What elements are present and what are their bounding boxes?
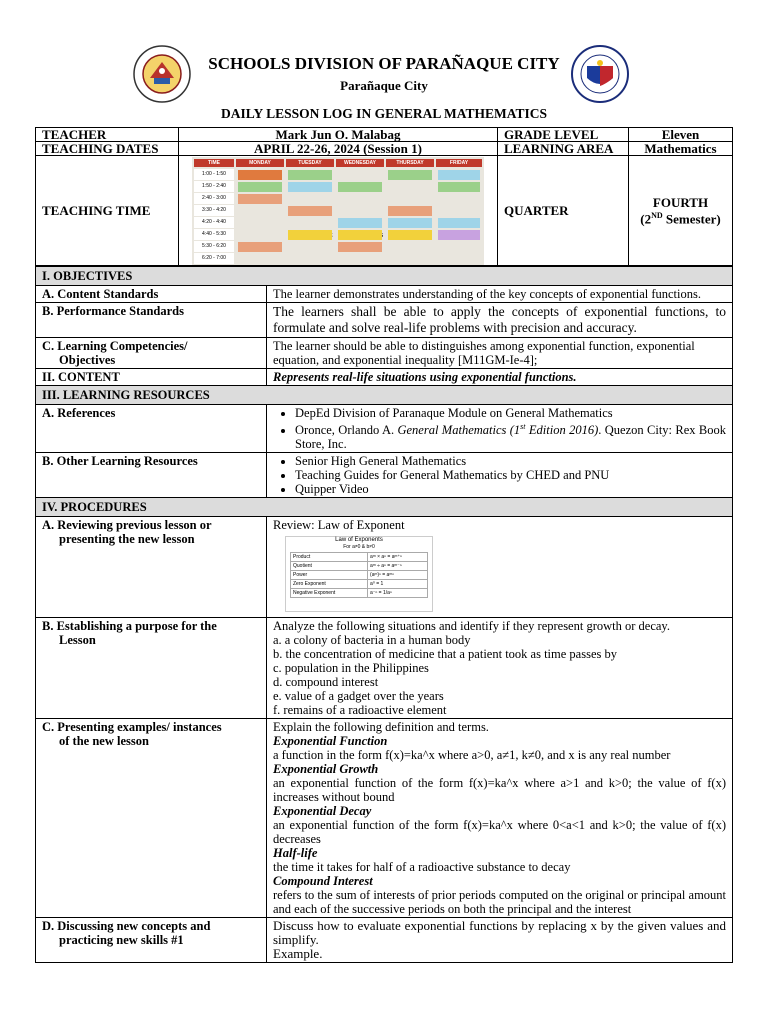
- lesson-info-table: [35, 127, 733, 266]
- lesson-log-table: [35, 266, 733, 963]
- schedule-class-block: [338, 218, 382, 228]
- law-rule-name: Quotient: [291, 562, 368, 571]
- purpose-intro: Analyze the following situations and identify if they represent growth or decay.: [273, 619, 670, 634]
- grade-label: GRADE LEVEL: [498, 128, 629, 142]
- procedures-section: IV. PROCEDURES: [36, 498, 733, 517]
- area-label: LEARNING AREA: [498, 142, 629, 156]
- term-title: Exponential Function: [273, 734, 388, 749]
- law-rule-formula: aᵐ ÷ aⁿ = aᵐ⁻ⁿ: [368, 562, 428, 571]
- competencies-text: The learner should be able to distinguishes among exponential function, exponential equation, and exponential inequality [M11GM-Ie-4];: [267, 338, 733, 369]
- schedule-class-block: [238, 194, 282, 204]
- law-rule-name: Negative Exponent: [291, 589, 368, 598]
- deped-seal-logo: [570, 44, 630, 104]
- schedule-class-block: [288, 230, 332, 240]
- objectives-section: I. OBJECTIVES: [36, 267, 733, 286]
- discussing-label: [36, 918, 267, 963]
- schedule-time-cell: 1:50 - 2:40: [194, 181, 234, 192]
- reviewing-content: [267, 517, 733, 618]
- schedule-time-cell: 4:40 - 5:30: [194, 229, 234, 240]
- schedule-time-cell: 6:20 - 7:00: [194, 253, 234, 264]
- city-subtitle: Parañaque City: [340, 78, 428, 93]
- discussing-text: Discuss how to evaluate exponential functions by replacing x by the given values and simplify.: [273, 918, 726, 948]
- ref2-publisher: . Quezon City: Rex Book Store, Inc.: [295, 423, 726, 452]
- schedule-class-block: [438, 230, 480, 240]
- ref2-title: General Mathematics (1: [397, 423, 521, 438]
- schedule-class-block: [388, 206, 432, 216]
- schedule-time-cell: 2:40 - 3:00: [194, 193, 234, 204]
- law-title: Law of Exponents: [335, 537, 383, 544]
- class-schedule-image: [192, 157, 484, 265]
- purpose-label-line1: B. Establishing a purpose for the: [42, 619, 217, 634]
- situation-item: d. compound interest: [273, 675, 379, 690]
- schedule-class-block: [338, 230, 382, 240]
- performance-standards-text: The learners shall be able to apply the concepts of exponential functions, to formulate and solve real-life problems with precision and accuracy.: [267, 303, 733, 338]
- ref2-sup: st: [520, 422, 526, 431]
- schedule-class-block: [438, 218, 480, 228]
- schedule-class-block: [288, 182, 332, 192]
- ref2-author: Oronce, Orlando A.: [295, 423, 398, 438]
- document-title: DAILY LESSON LOG IN GENERAL MATHEMATICS: [221, 106, 547, 121]
- schedule-time-cell: 5:30 - 6:20: [194, 241, 234, 252]
- teacher-value: Mark Jun O. Malabag: [179, 128, 498, 142]
- situation-item: e. value of a gadget over the years: [273, 689, 444, 704]
- schedule-class-block: [238, 242, 282, 252]
- teacher-label: TEACHER: [36, 128, 179, 142]
- law-rule-name: Power: [291, 571, 368, 580]
- ref2-edition: Edition 2016): [525, 423, 599, 438]
- dates-label: TEACHING DATES: [36, 142, 179, 156]
- term-title: Exponential Growth: [273, 762, 379, 777]
- competencies-label-line1: C. Learning Competencies/: [42, 339, 188, 353]
- semester-text: [635, 209, 726, 225]
- reviewing-label: [36, 517, 267, 618]
- time-label: TEACHING TIME: [36, 156, 179, 266]
- division-seal-logo: [132, 44, 192, 104]
- examples-label-line1: C. Presenting examples/ instances: [42, 720, 222, 735]
- schedule-day-header: TIME: [194, 159, 234, 167]
- other-resource-item: • Teaching Guides for General Mathematics by CHED and PNU: [295, 468, 726, 482]
- reviewing-label-line1: A. Reviewing previous lesson or: [42, 518, 212, 533]
- reviewing-label-line2: presenting the new lesson: [59, 532, 195, 547]
- term-definition: refers to the sum of interests of prior periods computed on the original or principal amount and each of the successive periods on both the principal and the interest: [273, 888, 727, 917]
- schedule-day-header: MONDAY: [236, 159, 284, 167]
- term-definition: the time it takes for half of a radioactive substance to decay: [273, 860, 571, 875]
- discussing-label-line2: practicing new skills #1: [59, 933, 184, 948]
- purpose-label-line2: Lesson: [59, 633, 96, 648]
- quarter-text: FOURTH: [652, 194, 709, 210]
- law-rule-formula: (aᵐ)ⁿ = aᵐⁿ: [368, 571, 428, 580]
- term-title: Compound Interest: [273, 874, 373, 889]
- references-label: A. References: [36, 405, 267, 453]
- schedule-day-header: FRIDAY: [436, 159, 482, 167]
- document-header: [0, 44, 768, 104]
- reference-item: • DepEd Division of Paranaque Module on General Mathematics: [295, 406, 726, 420]
- purpose-content: [267, 618, 733, 719]
- term-definition: a function in the form f(x)=ka^x where a>0, a≠1, k≠0, and x is any real number: [273, 748, 671, 763]
- examples-content: [267, 719, 733, 918]
- schedule-day-header: WEDNESDAY: [336, 159, 384, 167]
- discussing-content: [267, 918, 733, 963]
- discussing-example: Example.: [273, 946, 323, 962]
- term-definition: an exponential function of the form f(x)=ka^x where 0<a<1 and k>0; the value of f(x) decreases: [273, 818, 726, 847]
- term-title: Exponential Decay: [273, 804, 372, 819]
- law-rule-formula: aᵐ × aⁿ = aᵐ⁺ⁿ: [368, 553, 428, 562]
- schedule-class-block: [438, 170, 480, 180]
- dates-value: APRIL 22-26, 2024 (Session 1): [179, 142, 498, 156]
- content-standards-text: The learner demonstrates understanding of the key concepts of exponential functions.: [267, 286, 733, 303]
- semester-sup: ND: [651, 210, 663, 220]
- examples-intro: Explain the following definition and terms.: [273, 720, 489, 735]
- schedule-cell: [179, 156, 498, 266]
- law-subtitle: For a≠0 & b≠0: [343, 544, 375, 551]
- references-list: [267, 405, 733, 453]
- schedule-class-block: [438, 182, 480, 192]
- schedule-class-block: [238, 182, 282, 192]
- content-text: Represents real-life situations using exponential functions.: [267, 369, 733, 386]
- schedule-class-block: [338, 242, 382, 252]
- other-resource-item: • Senior High General Mathematics: [295, 454, 726, 468]
- schedule-class-block: [288, 206, 332, 216]
- performance-standards-label: B. Performance Standards: [36, 303, 267, 338]
- situation-item: a. a colony of bacteria in a human body: [273, 633, 471, 648]
- schedule-time-cell: 1:00 - 1:50: [194, 169, 234, 180]
- grade-value: Eleven: [629, 128, 733, 142]
- competencies-label: [36, 338, 267, 369]
- situation-item: c. population in the Philippines: [273, 661, 429, 676]
- other-resources-list: [267, 453, 733, 498]
- semester-pre: (2: [640, 211, 652, 227]
- schedule-day-header: TUESDAY: [286, 159, 334, 167]
- law-table: [290, 552, 428, 598]
- law-of-exponents-image: [285, 536, 433, 612]
- area-value: Mathematics: [629, 142, 733, 156]
- schedule-class-block: [288, 170, 332, 180]
- review-text: Review: Law of Exponent: [273, 518, 405, 533]
- law-rule-formula: a⁻ⁿ = 1/aⁿ: [368, 589, 428, 598]
- schedule-class-block: [388, 218, 432, 228]
- discussing-label-line1: D. Discussing new concepts and: [42, 919, 211, 934]
- other-resources-label: B. Other Learning Resources: [36, 453, 267, 498]
- situation-item: b. the concentration of medicine that a patient took as time passes by: [273, 647, 617, 662]
- reference-item: [295, 420, 726, 451]
- resources-section: III. LEARNING RESOURCES: [36, 386, 733, 405]
- semester-post: Semester): [662, 211, 721, 227]
- law-rule-name: Zero Exponent: [291, 580, 368, 589]
- law-rule-formula: a⁰ = 1: [368, 580, 428, 589]
- schedule-class-block: [238, 170, 282, 180]
- content-standards-label: A. Content Standards: [36, 286, 267, 303]
- term-definition: an exponential function of the form f(x)=ka^x where a>1 and k>0; the value of f(x) increases without bound: [273, 776, 726, 805]
- schedule-class-block: [388, 170, 432, 180]
- other-resource-item: • Quipper Video: [295, 482, 726, 496]
- situation-item: f. remains of a radioactive element: [273, 703, 447, 718]
- term-title: Half-life: [273, 846, 318, 861]
- schedule-day-header: THURSDAY: [386, 159, 434, 167]
- schedule-class-block: [388, 230, 432, 240]
- examples-label-line2: of the new lesson: [59, 734, 149, 749]
- law-rule-name: Product: [291, 553, 368, 562]
- content-label: II. CONTENT: [36, 369, 267, 386]
- quarter-value: [629, 156, 733, 266]
- division-title: SCHOOLS DIVISION OF PARAÑAQUE CITY: [208, 54, 560, 73]
- schedule-recess: E S: [329, 232, 390, 239]
- quarter-label: QUARTER: [498, 156, 629, 266]
- examples-label: [36, 719, 267, 918]
- purpose-label: [36, 618, 267, 719]
- schedule-time-cell: 3:30 - 4:20: [194, 205, 234, 216]
- competencies-label-line2: Objectives: [59, 353, 116, 367]
- schedule-time-cell: 4:20 - 4:40: [194, 217, 234, 228]
- schedule-class-block: [338, 182, 382, 192]
